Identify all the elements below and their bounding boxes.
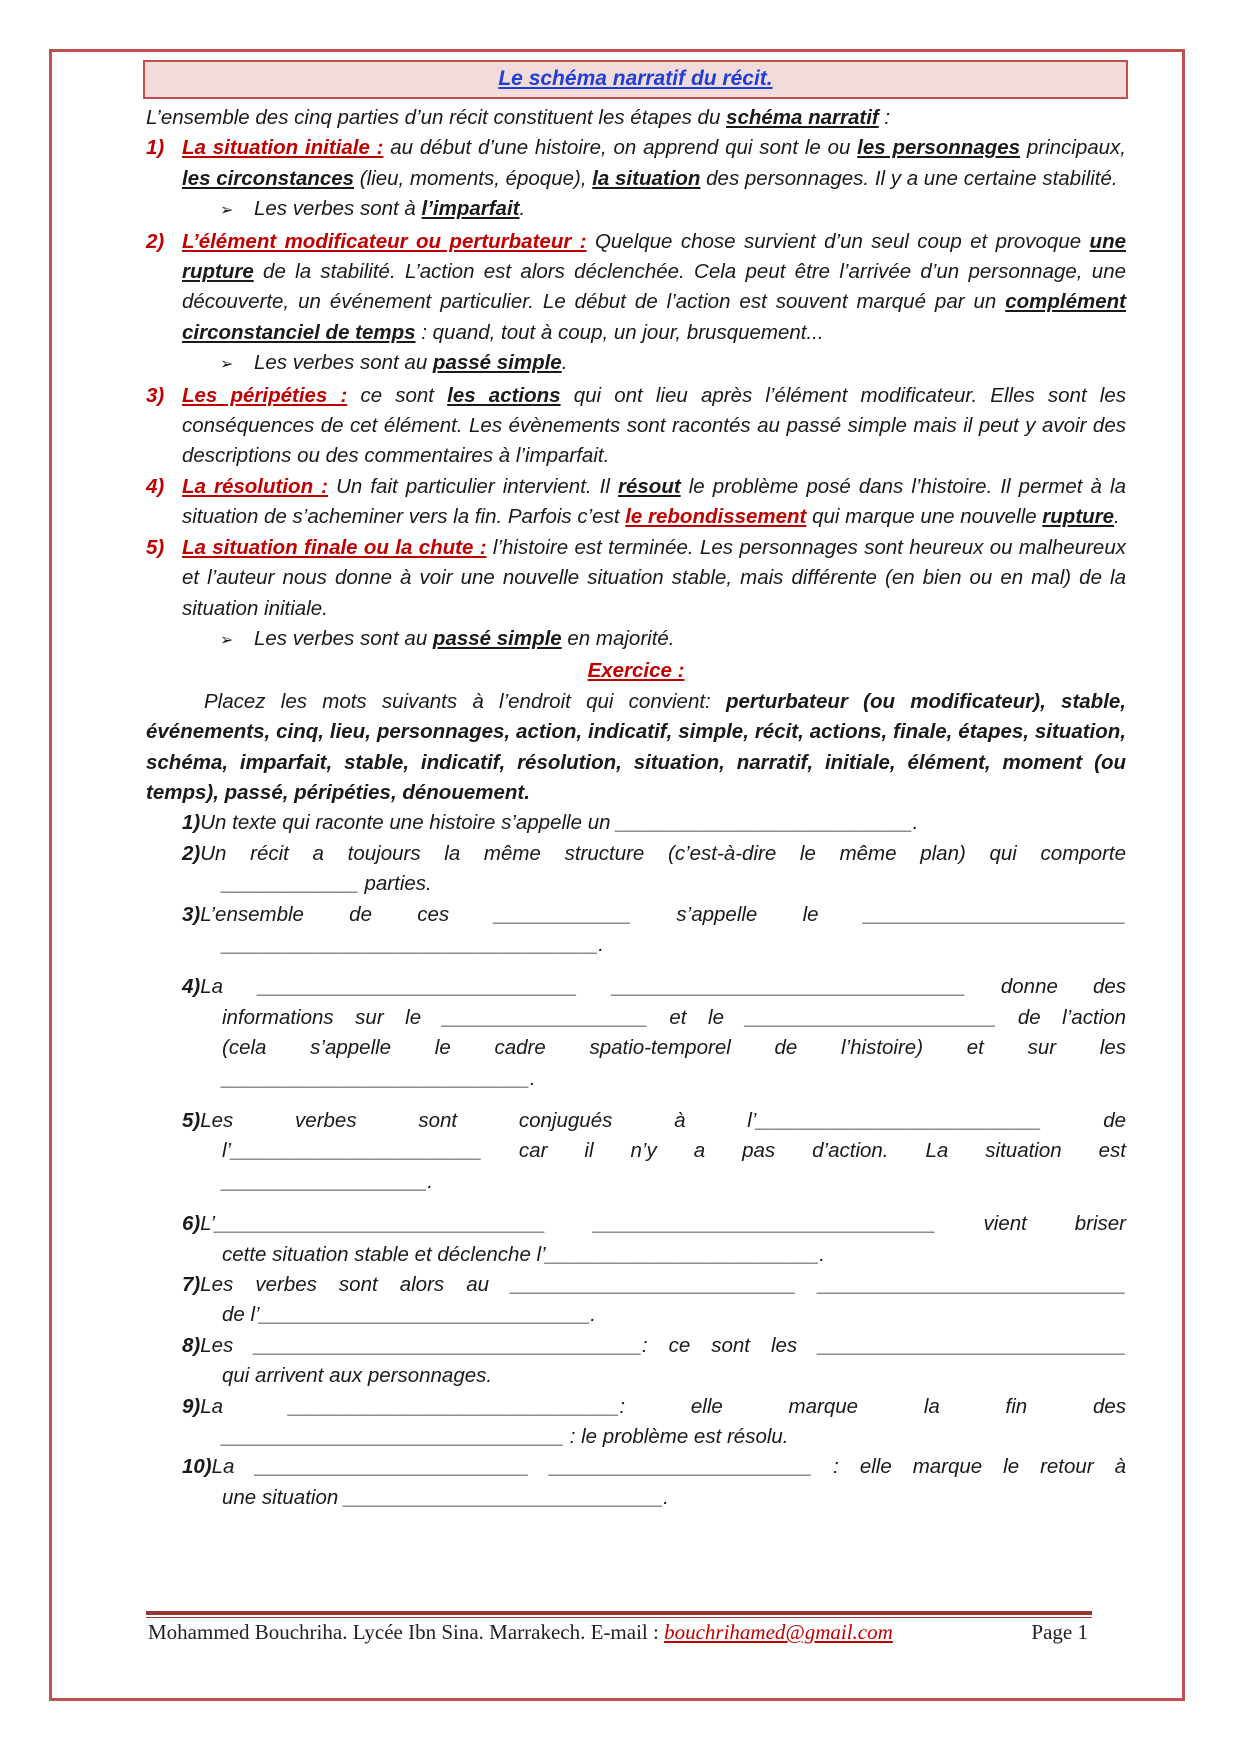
page-title: Le schéma narratif du récit. bbox=[498, 67, 773, 91]
keyword: passé simple bbox=[432, 351, 562, 375]
question-number: 8) bbox=[182, 1333, 201, 1357]
section-number: 1) bbox=[146, 136, 165, 160]
keyword: les circonstances bbox=[182, 166, 355, 190]
question-text-cont: cette situation stable et déclenche l’________________________. bbox=[222, 1242, 825, 1266]
section-resolution bbox=[146, 472, 1126, 533]
section-body bbox=[182, 227, 1126, 349]
question-9 bbox=[146, 1392, 1126, 1422]
question-text-cont: qui arrivent aux personnages. bbox=[222, 1364, 493, 1388]
keyword: passé simple bbox=[432, 626, 562, 650]
footer bbox=[148, 1620, 1088, 1645]
arrow-bullet-icon: ➢ bbox=[220, 631, 234, 649]
question-text: Les verbes sont conjugués à l’_________________________ de bbox=[200, 1109, 1126, 1132]
text: qui ont lieu après l’élément modificateur. Elles sont les conséquences de cet élément. Les évènements sont racontés au passé simple mais il peut y avoir des descriptions ou des commentaires à l’imparfait. bbox=[182, 383, 1126, 468]
question-text: Les verbes sont alors au _________________________ ___________________________ bbox=[200, 1273, 1126, 1297]
keyword: résout bbox=[618, 474, 681, 498]
section-number: 4) bbox=[146, 474, 165, 498]
keyword: complément circonstanciel de temps bbox=[182, 290, 1126, 344]
text: . bbox=[561, 351, 568, 375]
question-text-cont: une situation ____________________________. bbox=[222, 1485, 669, 1509]
intro-keyword: schéma narratif bbox=[726, 106, 879, 129]
question-text: La ________________________ _______________________ : elle marque le retour à bbox=[211, 1455, 1126, 1479]
footer-credit bbox=[148, 1620, 893, 1645]
question-8 bbox=[146, 1331, 1126, 1361]
document-body bbox=[146, 60, 1126, 1513]
intro-paragraph bbox=[146, 103, 1126, 133]
question-text: La _____________________________: elle marque la fin des bbox=[200, 1394, 1126, 1418]
question-number: 6) bbox=[182, 1212, 201, 1236]
question-number: 4) bbox=[182, 975, 201, 999]
question-1 bbox=[146, 808, 1126, 838]
section-number: 5) bbox=[146, 535, 165, 559]
text: ce sont bbox=[347, 383, 448, 407]
text: (lieu, moments, époque), bbox=[354, 166, 593, 190]
section-number: 3) bbox=[146, 383, 165, 407]
question-text: Les __________________________________: ce sont les ___________________________ bbox=[200, 1333, 1126, 1357]
section-body bbox=[182, 381, 1126, 472]
text: de la stabilité. L’action est alors déclenchée. Cela peut être l’arrivée d’un personnage, une découverte, un événement particulier. Le début de l’action est souvent marqué par un bbox=[182, 260, 1126, 314]
question-3 bbox=[146, 900, 1126, 930]
bullet-verbs-5 bbox=[146, 624, 1126, 656]
question-text-cont: informations sur le __________________ et le ______________________ de l’action bbox=[222, 1005, 1126, 1029]
keyword: rupture bbox=[1042, 505, 1115, 529]
question-7 bbox=[146, 1270, 1126, 1300]
text: Un fait particulier intervient. Il bbox=[328, 474, 619, 498]
text: Les verbes sont au bbox=[254, 626, 433, 650]
text: le problème posé dans l’histoire. Il permet à la situation de s’acheminer vers la fin. Parfois c’est bbox=[182, 474, 1126, 529]
question-text: L’_____________________________ ______________________________ vient briser bbox=[200, 1212, 1126, 1236]
exercise-title: Exercice : bbox=[587, 659, 685, 683]
question-text-cont: ___________________________. bbox=[222, 1066, 536, 1090]
footer-divider bbox=[146, 1611, 1092, 1618]
question-6 bbox=[146, 1209, 1126, 1239]
word-list: perturbateur (ou modificateur), stable, événements, cinq, lieu, personnages, action, indicatif, simple, récit, actions, finale, étapes, situation, schéma, imparfait, stable, indicatif, résolution, situation, narratif, initiale, élément, moment (ou temps), passé, péripéties, dénouement. bbox=[146, 689, 1126, 804]
question-text-cont: ____________ parties. bbox=[222, 872, 432, 896]
section-body bbox=[182, 533, 1126, 624]
question-number: 1) bbox=[182, 811, 201, 835]
question-number: 10) bbox=[182, 1455, 212, 1479]
text: principaux, bbox=[1020, 136, 1126, 160]
question-text: Un texte qui raconte une histoire s’appelle un __________________________. bbox=[200, 811, 919, 835]
intro-end: : bbox=[878, 106, 891, 129]
keyword-red: le rebondissement bbox=[625, 505, 807, 529]
question-text-cont: __________________. bbox=[222, 1169, 433, 1193]
question-text-cont: _________________________________. bbox=[222, 932, 604, 956]
footer-text: Mohammed Bouchriha. Lycée Ibn Sina. Marrakech. E-mail : bbox=[148, 1620, 665, 1644]
arrow-bullet-icon: ➢ bbox=[220, 202, 234, 220]
text: Quelque chose survient d’un seul coup et provoque bbox=[586, 229, 1090, 253]
text: en majorité. bbox=[561, 626, 675, 650]
section-label: La situation finale ou la chute : bbox=[182, 535, 487, 559]
section-body bbox=[182, 472, 1126, 533]
text: qui marque une nouvelle bbox=[806, 505, 1043, 529]
question-5 bbox=[146, 1106, 1126, 1136]
section-body bbox=[182, 133, 1126, 194]
question-number: 2) bbox=[182, 841, 201, 865]
question-10 bbox=[146, 1452, 1126, 1482]
question-4 bbox=[146, 972, 1126, 1002]
keyword: une rupture bbox=[182, 229, 1126, 284]
arrow-bullet-icon: ➢ bbox=[220, 356, 234, 374]
question-text: La ____________________________ _______________________________ donne des bbox=[200, 975, 1126, 999]
exercise-title-wrap bbox=[146, 656, 1126, 686]
question-number: 7) bbox=[182, 1273, 201, 1297]
keyword: la situation bbox=[592, 166, 701, 190]
intro-text: L’ensemble des cinq parties d’un récit constituent les étapes du bbox=[146, 106, 727, 129]
text: des personnages. Il y a une certaine stabilité. bbox=[700, 166, 1118, 190]
keyword: les actions bbox=[447, 383, 561, 407]
text: : quand, tout à coup, un jour, brusquement... bbox=[415, 320, 824, 344]
section-label: Les péripéties : bbox=[182, 383, 348, 407]
question-number: 5) bbox=[182, 1109, 201, 1132]
question-number: 9) bbox=[182, 1394, 201, 1418]
section-situation-initiale bbox=[146, 133, 1126, 194]
section-label: La résolution : bbox=[182, 474, 328, 498]
question-2 bbox=[146, 839, 1126, 869]
question-text-cont: (cela s’appelle le cadre spatio-temporel de l’histoire) et sur les bbox=[222, 1036, 1126, 1060]
question-number: 3) bbox=[182, 902, 201, 926]
section-peripeties bbox=[146, 381, 1126, 472]
title-box bbox=[143, 60, 1128, 99]
question-text: L’ensemble de ces ____________ s’appelle le _______________________ bbox=[200, 902, 1126, 926]
text: . bbox=[519, 197, 526, 221]
section-label: L’élément modificateur ou perturbateur : bbox=[182, 229, 587, 253]
bullet-verbs-1 bbox=[146, 194, 1126, 226]
page-number: Page 1 bbox=[1031, 1620, 1088, 1644]
question-text: Un récit a toujours la même structure (c’est-à-dire le même plan) qui comporte bbox=[200, 841, 1126, 865]
text: au début d’une histoire, on apprend qui sont le ou bbox=[383, 136, 858, 160]
question-text-cont: l’______________________ car il n’y a pas d’action. La situation est bbox=[222, 1139, 1126, 1163]
text: l’histoire est terminée. Les personnages sont heureux ou malheureux et l’auteur nous donne à voir une nouvelle situation stable, mais différente (en bien ou en mal) de la situation initiale. bbox=[182, 535, 1126, 620]
text: Les verbes sont au bbox=[254, 351, 433, 375]
section-element-modificateur bbox=[146, 227, 1126, 349]
bullet-verbs-2 bbox=[146, 348, 1126, 380]
section-situation-finale bbox=[146, 533, 1126, 624]
exercise-instruction bbox=[146, 687, 1126, 809]
question-text-cont: ______________________________ : le problème est résolu. bbox=[222, 1425, 789, 1449]
text: . bbox=[1114, 505, 1120, 529]
section-label: La situation initiale : bbox=[182, 136, 384, 160]
section-number: 2) bbox=[146, 229, 165, 253]
email-link[interactable]: bouchrihamed@gmail.com bbox=[664, 1620, 893, 1644]
instruction-text: Placez les mots suivants à l’endroit qui convient: bbox=[204, 689, 726, 713]
text: Les verbes sont à bbox=[254, 197, 422, 221]
question-text-cont: de l’_____________________________. bbox=[222, 1303, 596, 1327]
keyword: l’imparfait bbox=[421, 197, 520, 221]
keyword: les personnages bbox=[857, 136, 1021, 160]
